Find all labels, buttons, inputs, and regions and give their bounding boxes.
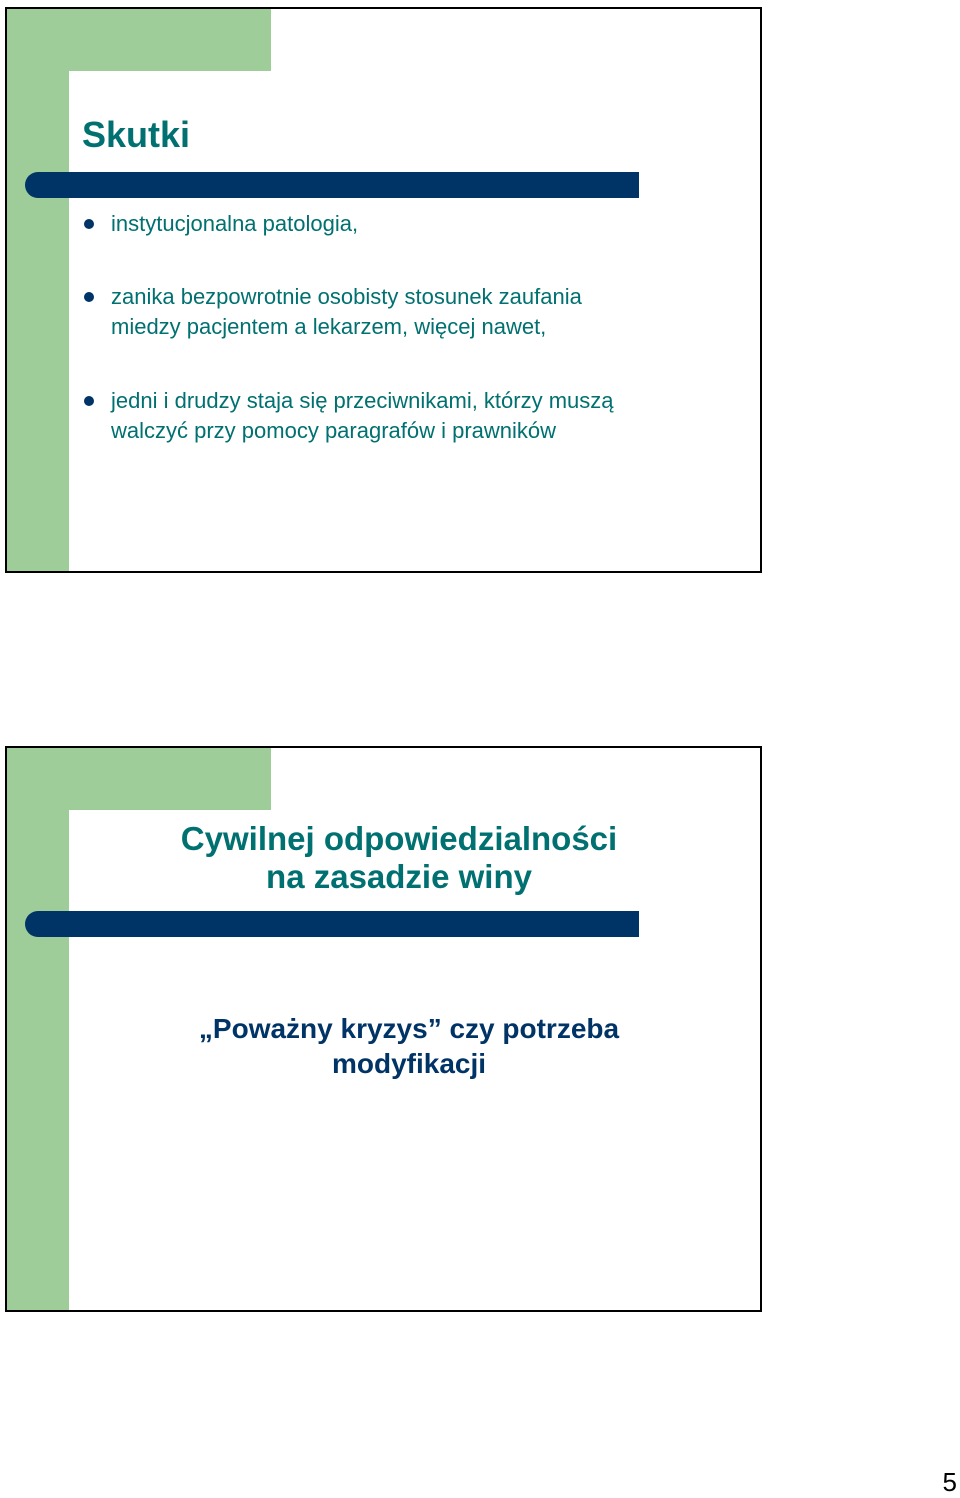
bullet-line: zanika bezpowrotnie osobisty stosunek zaufania [111, 284, 582, 309]
subtitle-line: modyfikacji [331, 1048, 487, 1079]
bullet-line: jedni i drudzy staja się przeciwnikami, którzy muszą [111, 388, 614, 413]
bullet-dot-icon [84, 219, 94, 229]
list-item [81, 386, 721, 446]
slide-cywilnej-odpowiedzialnosci [5, 746, 762, 1312]
bullet-line: miedzy pacjentem a lekarzem, więcej nawet, [111, 314, 547, 339]
bullet-list [81, 205, 721, 446]
slide-subtitle [69, 1011, 749, 1081]
page-number: 5 [942, 1467, 957, 1497]
slide-title: Skutki [82, 114, 191, 155]
green-top-band [7, 9, 271, 71]
bullet-dot-icon [84, 396, 94, 406]
title-line: Cywilnej odpowiedzialności [180, 820, 618, 857]
bullet-line: walczyć przy pomocy paragrafów i prawników [111, 418, 557, 443]
list-item [81, 209, 721, 239]
list-item [81, 282, 721, 342]
green-side-band [7, 748, 69, 1310]
title-line: na zasadzie winy [266, 858, 532, 895]
bullet-line: instytucjonalna patologia, [111, 211, 359, 236]
slide-skutki [5, 7, 762, 573]
title-underline-bar [25, 172, 639, 198]
subtitle-line: „Poważny kryzys” czy potrzeba [198, 1013, 620, 1044]
green-top-band [7, 748, 271, 810]
bullet-dot-icon [84, 292, 94, 302]
slide-title [69, 820, 729, 896]
green-side-band [7, 9, 69, 571]
title-underline-bar [25, 911, 639, 937]
